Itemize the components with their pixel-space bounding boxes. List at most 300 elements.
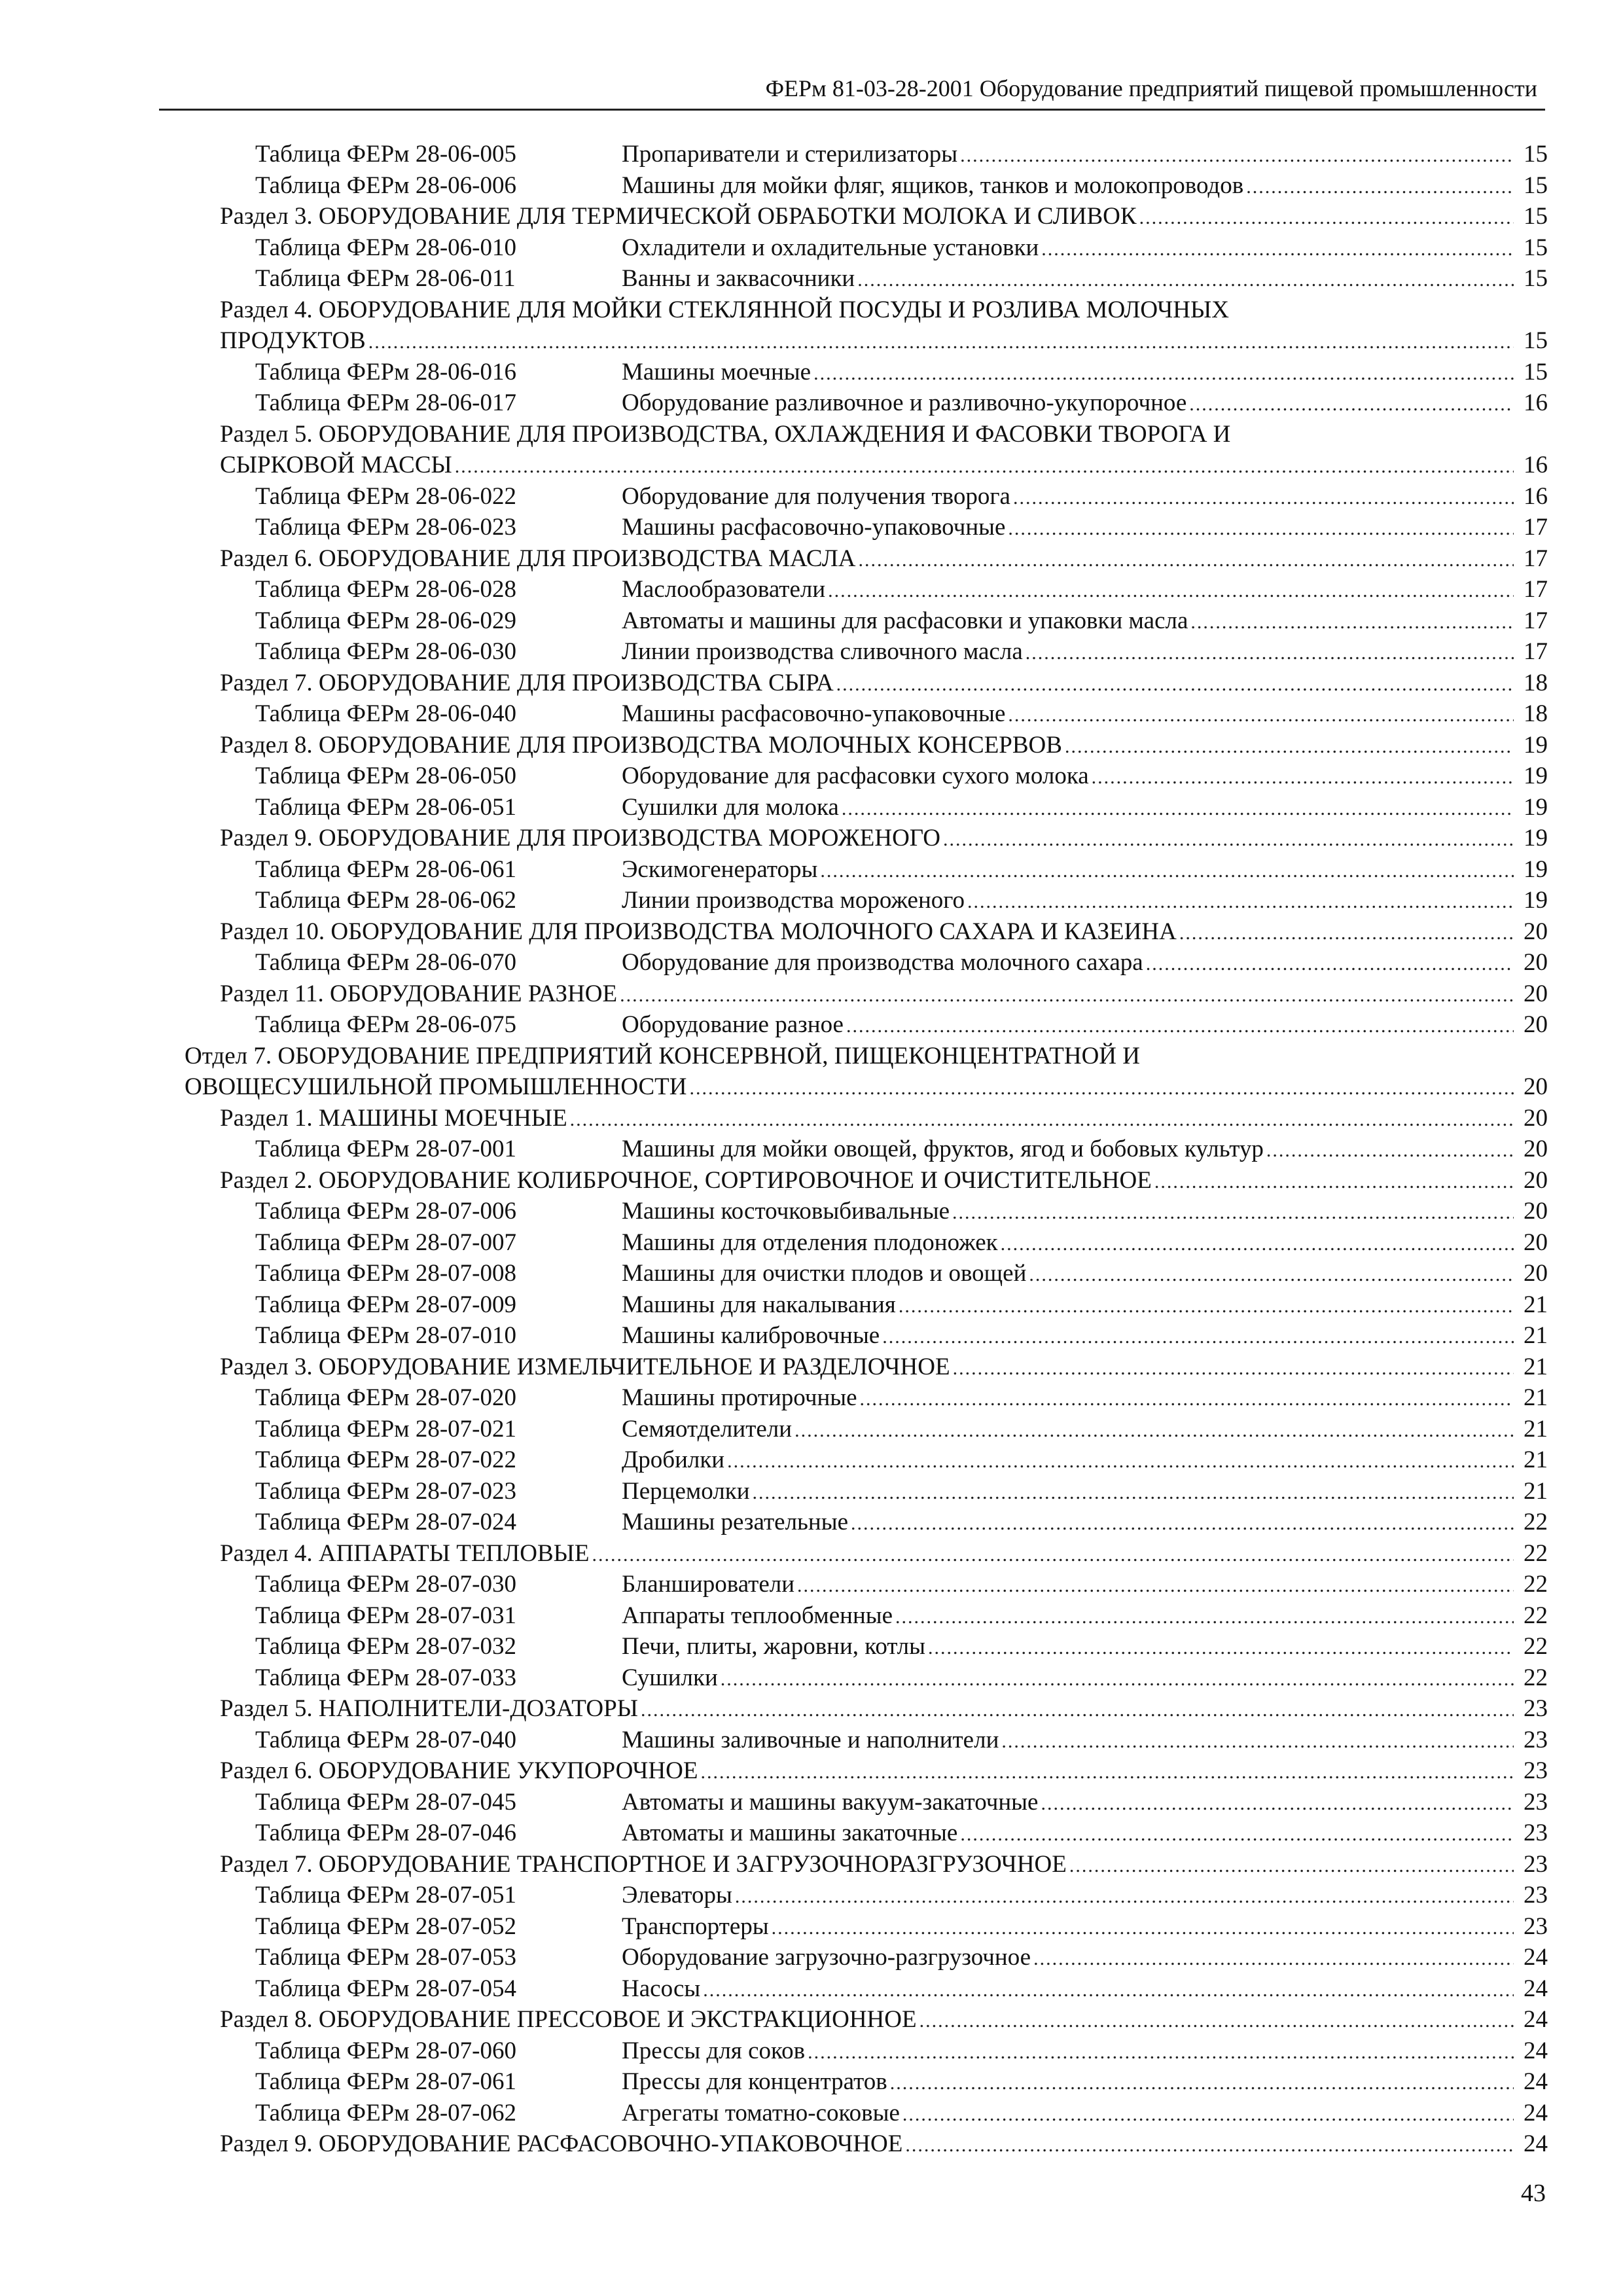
toc-table-code: Таблица ФЕРм 28-07-022	[255, 1446, 516, 1473]
toc-page-number: 23	[1524, 1820, 1548, 1846]
toc-entry-title: Агрегаты томатно-соковые	[622, 2099, 900, 2126]
toc-entry-title: Раздел 7. ОБОРУДОВАНИЕ ТРАНСПОРТНОЕ И ЗАГРУЗОЧНОРАЗГРУЗОЧНОЕ	[220, 1850, 1067, 1878]
toc-page-number: 22	[1524, 1602, 1548, 1629]
toc-section-entry[interactable]	[0, 823, 1623, 854]
toc-entry-title: Автоматы и машины вакуум-закаточные	[622, 1788, 1039, 1816]
toc-page-number: 21	[1524, 1291, 1548, 1318]
toc-entry-title: Прессы для концентратов	[622, 2068, 887, 2095]
toc-page-number: 23	[1524, 1695, 1548, 1722]
toc-section-entry[interactable]	[0, 419, 1623, 450]
toc-dot-leader	[960, 1819, 1514, 1850]
toc-page-number: 20	[1524, 1011, 1548, 1038]
toc-table-entry[interactable]	[0, 1973, 1623, 2005]
toc-section-entry[interactable]	[0, 295, 1623, 326]
toc-dot-leader	[700, 1757, 1514, 1788]
toc-table-code: Таблица ФЕРм 28-07-009	[255, 1291, 516, 1318]
toc-entry-title: Эскимогенераторы	[622, 855, 818, 883]
toc-dot-leader	[1139, 202, 1514, 234]
toc-page-number: 21	[1524, 1415, 1548, 1443]
toc-table-code: Таблица ФЕРм 28-06-051	[255, 793, 516, 821]
toc-entry-title: Машины для мойки фляг, ящиков, танков и молокопроводов	[622, 171, 1244, 199]
toc-table-entry[interactable]	[0, 1662, 1623, 1694]
toc-dot-leader	[828, 575, 1514, 607]
toc-page-number: 20	[1524, 1104, 1548, 1132]
toc-table-entry[interactable]	[0, 1444, 1623, 1476]
toc-entry-title: Раздел 7. ОБОРУДОВАНИЕ ДЛЯ ПРОИЗВОДСТВА СЫРА	[220, 669, 834, 696]
toc-table-code: Таблица ФЕРм 28-07-062	[255, 2099, 516, 2126]
toc-table-code: Таблица ФЕРм 28-06-030	[255, 638, 516, 665]
toc-table-entry[interactable]	[0, 1725, 1623, 1756]
toc-page-number: 20	[1524, 1073, 1548, 1100]
toc-dot-leader	[690, 1073, 1514, 1104]
toc-dot-leader	[570, 1104, 1514, 1136]
toc-section-entry[interactable]	[0, 1755, 1623, 1787]
toc-section-entry[interactable]	[0, 201, 1623, 232]
toc-table-entry[interactable]	[0, 854, 1623, 886]
toc-dot-leader	[943, 824, 1514, 855]
toc-entry-title: Машины для накалывания	[622, 1291, 896, 1318]
toc-page-number: 21	[1524, 1384, 1548, 1411]
toc-dot-leader	[1065, 731, 1514, 762]
toc-dot-leader	[735, 1881, 1514, 1912]
toc-dot-leader	[967, 886, 1514, 918]
toc-table-entry[interactable]	[0, 357, 1623, 388]
toc-table-entry[interactable]	[0, 1382, 1623, 1414]
toc-entry-title: Раздел 10. ОБОРУДОВАНИЕ ДЛЯ ПРОИЗВОДСТВА МОЛОЧНОГО САХАРА И КАЗЕИНА	[220, 918, 1177, 945]
toc-page-number: 21	[1524, 1322, 1548, 1349]
toc-page-number: 21	[1524, 1477, 1548, 1505]
toc-table-entry[interactable]	[0, 1227, 1623, 1259]
toc-section-entry-continued[interactable]	[0, 450, 1623, 481]
toc-page-number: 18	[1524, 700, 1548, 727]
toc-table-entry[interactable]	[0, 139, 1623, 170]
toc-entry-title: Машины резательные	[622, 1509, 848, 1535]
toc-table-code: Таблица ФЕРм 28-06-006	[255, 171, 516, 199]
toc-dot-leader	[842, 793, 1514, 825]
toc-page-number: 20	[1524, 1136, 1548, 1162]
toc-table-code: Таблица ФЕРм 28-07-033	[255, 1664, 516, 1691]
toc-entry-title: Раздел 6. ОБОРУДОВАНИЕ ДЛЯ ПРОИЗВОДСТВА МАСЛА	[220, 545, 856, 572]
toc-dot-leader	[899, 1291, 1514, 1322]
toc-dot-leader	[919, 2005, 1514, 2037]
toc-entry-title: Раздел 3. ОБОРУДОВАНИЕ ДЛЯ ТЕРМИЧЕСКОЙ ОБРАБОТКИ МОЛОКА И СЛИВОК	[220, 203, 1137, 230]
toc-table-code: Таблица ФЕРм 28-07-060	[255, 2037, 516, 2064]
toc-table-entry[interactable]	[0, 1476, 1623, 1507]
toc-dot-leader	[1154, 1166, 1514, 1198]
toc-entry-title: Раздел 2. ОБОРУДОВАНИЕ КОЛИБРОЧНОЕ, СОРТИРОВОЧНОЕ И ОЧИСТИТЕЛЬНОЕ	[220, 1166, 1152, 1194]
toc-table-entry[interactable]	[0, 792, 1623, 823]
toc-entry-title: Оборудование для получения творога	[622, 482, 1010, 510]
toc-table-entry[interactable]	[0, 1600, 1623, 1632]
toc-dot-leader	[1033, 1943, 1514, 1975]
toc-page-number: 16	[1524, 389, 1548, 416]
toc-section-entry[interactable]	[0, 916, 1623, 948]
toc-page-number: 23	[1524, 1850, 1548, 1878]
toc-page-number: 17	[1524, 514, 1548, 541]
toc-entry-title: Отдел 7. ОБОРУДОВАНИЕ ПРЕДПРИЯТИЙ КОНСЕРВНОЙ, ПИЩЕКОНЦЕНТРАТНОЙ И	[185, 1042, 1141, 1069]
toc-entry-title: Раздел 9. ОБОРУДОВАНИЕ РАСФАСОВОЧНО-УПАКОВОЧНОЕ	[220, 2130, 903, 2157]
toc-entry-title: Машины калибровочные	[622, 1322, 880, 1349]
toc-table-entry[interactable]	[0, 947, 1623, 978]
toc-entry-title: Сушилки	[622, 1664, 718, 1691]
toc-entry-title: Прессы для соков	[622, 2037, 806, 2064]
toc-department-entry[interactable]	[0, 1041, 1623, 1072]
toc-entry-title: Автоматы и машины для расфасовки и упаковки масла	[622, 607, 1188, 634]
toc-table-entry[interactable]	[0, 1818, 1623, 1849]
toc-table-entry[interactable]	[0, 1942, 1623, 1973]
toc-table-entry[interactable]	[0, 1258, 1623, 1289]
toc-dot-leader	[1013, 482, 1514, 514]
toc-page-number: 17	[1524, 576, 1548, 603]
toc-dot-leader	[846, 1011, 1514, 1042]
toc-section-entry[interactable]	[0, 1538, 1623, 1570]
toc-table-code: Таблица ФЕРм 28-06-022	[255, 482, 516, 510]
page-number: 43	[1521, 2179, 1546, 2207]
toc-page-number: 20	[1524, 1260, 1548, 1287]
toc-table-code: Таблица ФЕРм 28-06-061	[255, 855, 516, 883]
toc-table-entry[interactable]	[0, 761, 1623, 792]
toc-dot-leader	[368, 327, 1514, 358]
toc-page-number: 19	[1524, 762, 1548, 789]
toc-dot-leader	[794, 1415, 1514, 1446]
toc-table-entry[interactable]	[0, 512, 1623, 543]
header-divider	[159, 109, 1545, 111]
toc-entry-title: Раздел 5. ОБОРУДОВАНИЕ ДЛЯ ПРОИЗВОДСТВА, ОХЛАЖДЕНИЯ И ФАСОВКИ ТВОРОГА И	[220, 420, 1231, 448]
toc-dot-leader	[928, 1632, 1514, 1664]
toc-entry-title: ОВОЩЕСУШИЛЬНОЙ ПРОМЫШЛЕННОСТИ	[185, 1073, 687, 1100]
toc-table-entry[interactable]	[0, 481, 1623, 512]
toc-entry-title: Раздел 11. ОБОРУДОВАНИЕ РАЗНОЕ	[220, 980, 618, 1007]
toc-entry-title: Раздел 5. НАПОЛНИТЕЛИ-ДОЗАТОРЫ	[220, 1695, 638, 1722]
toc-section-entry[interactable]	[0, 2128, 1623, 2160]
toc-entry-title: Раздел 3. ОБОРУДОВАНИЕ ИЗМЕЛЬЧИТЕЛЬНОЕ И РАЗДЕЛОЧНОЕ	[220, 1353, 950, 1380]
toc-dot-leader	[952, 1197, 1514, 1229]
toc-page-number: 19	[1524, 855, 1548, 883]
toc-entry-title: Оборудование разное	[622, 1011, 844, 1038]
toc-entry-title: Раздел 8. ОБОРУДОВАНИЕ ДЛЯ ПРОИЗВОДСТВА МОЛОЧНЫХ КОНСЕРВОВ	[220, 731, 1062, 759]
toc-table-entry[interactable]	[0, 170, 1623, 202]
toc-table-entry[interactable]	[0, 1196, 1623, 1227]
toc-page-number: 19	[1524, 825, 1548, 852]
toc-entry-title: Машины протирочные	[622, 1384, 857, 1411]
toc-entry-title: Машины расфасовочно-упаковочные	[622, 700, 1006, 727]
toc-entry-title: Бланширователи	[622, 1571, 795, 1598]
toc-section-entry[interactable]	[0, 1352, 1623, 1383]
toc-page-number: 22	[1524, 1664, 1548, 1691]
toc-dot-leader	[902, 2099, 1514, 2130]
toc-dot-leader	[960, 140, 1514, 171]
toc-entry-title: Ванны и заквасочники	[622, 265, 855, 292]
toc-entry-title: Раздел 6. ОБОРУДОВАНИЕ УКУПОРОЧНОЕ	[220, 1757, 698, 1784]
toc-dot-leader	[620, 980, 1514, 1011]
toc-entry-title: Оборудование для расфасовки сухого молока	[622, 762, 1089, 789]
toc-dot-leader	[1001, 1229, 1514, 1260]
toc-table-code: Таблица ФЕРм 28-07-001	[255, 1136, 516, 1162]
toc-table-entry[interactable]	[0, 1631, 1623, 1662]
toc-section-entry[interactable]	[0, 2004, 1623, 2036]
toc-entry-title: ПРОДУКТОВ	[220, 327, 366, 354]
toc-table-code: Таблица ФЕРм 28-06-005	[255, 141, 516, 168]
toc-page-number: 22	[1524, 1509, 1548, 1535]
toc-entry-title: Раздел 9. ОБОРУДОВАНИЕ ДЛЯ ПРОИЗВОДСТВА МОРОЖЕНОГО	[220, 825, 940, 852]
toc-page-number: 22	[1524, 1571, 1548, 1598]
toc-page-number: 17	[1524, 607, 1548, 634]
toc-dot-leader	[820, 855, 1514, 887]
toc-section-entry[interactable]	[0, 543, 1623, 575]
toc-page-number: 20	[1524, 1166, 1548, 1194]
toc-table-code: Таблица ФЕРм 28-06-070	[255, 949, 516, 976]
toc-page-number: 23	[1524, 1726, 1548, 1753]
toc-page-number: 24	[1524, 1944, 1548, 1971]
toc-page-number: 24	[1524, 2037, 1548, 2064]
toc-entry-title: Сушилки для молока	[622, 793, 839, 821]
toc-page-number: 20	[1524, 949, 1548, 976]
toc-dot-leader	[808, 2037, 1514, 2068]
toc-entry-title: Печи, плиты, жаровни, котлы	[622, 1633, 925, 1660]
toc-entry-title: Насосы	[622, 1975, 701, 2002]
toc-table-code: Таблица ФЕРм 28-06-023	[255, 514, 516, 541]
toc-table-entry[interactable]	[0, 1009, 1623, 1041]
toc-dot-leader	[1041, 1788, 1514, 1820]
toc-table-entry[interactable]	[0, 1911, 1623, 1943]
toc-page-number: 18	[1524, 669, 1548, 696]
toc-section-entry-continued[interactable]	[0, 325, 1623, 357]
toc-entry-title: Раздел 1. МАШИНЫ МОЕЧНЫЕ	[220, 1104, 567, 1132]
toc-page-number: 21	[1524, 1446, 1548, 1473]
toc-table-code: Таблица ФЕРм 28-07-024	[255, 1509, 516, 1535]
toc-dot-leader	[1190, 607, 1514, 638]
toc-page-number: 20	[1524, 1229, 1548, 1256]
toc-table-code: Таблица ФЕРм 28-07-032	[255, 1633, 516, 1660]
toc-table-entry[interactable]	[0, 263, 1623, 295]
toc-page-number: 20	[1524, 918, 1548, 945]
toc-page-number: 15	[1524, 234, 1548, 261]
toc-page-number: 15	[1524, 358, 1548, 386]
toc-entry-title: Раздел 4. ОБОРУДОВАНИЕ ДЛЯ МОЙКИ СТЕКЛЯННОЙ ПОСУДЫ И РОЗЛИВА МОЛОЧНЫХ	[220, 296, 1229, 323]
toc-table-entry[interactable]	[0, 1569, 1623, 1600]
toc-dot-leader	[703, 1975, 1514, 2006]
toc-page-number: 15	[1524, 327, 1548, 354]
toc-page-number: 15	[1524, 141, 1548, 168]
toc-page-number: 17	[1524, 545, 1548, 572]
toc-department-entry-continued[interactable]	[0, 1071, 1623, 1103]
toc-section-entry[interactable]	[0, 1849, 1623, 1880]
toc-table-entry[interactable]	[0, 605, 1623, 637]
toc-table-entry[interactable]	[0, 1289, 1623, 1321]
toc-entry-title: Элеваторы	[622, 1882, 732, 1909]
toc-table-code: Таблица ФЕРм 28-06-011	[255, 265, 516, 292]
toc-page-number: 22	[1524, 1633, 1548, 1660]
toc-table-entry[interactable]	[0, 574, 1623, 605]
toc-section-entry[interactable]	[0, 978, 1623, 1010]
toc-dot-leader	[1041, 234, 1514, 265]
toc-dot-leader	[1026, 637, 1514, 669]
toc-entry-title: Линии производства мороженого	[622, 887, 965, 914]
toc-entry-title: Пропариватели и стерилизаторы	[622, 141, 958, 168]
toc-table-entry[interactable]	[0, 2036, 1623, 2067]
toc-entry-title: Машины косточковыбивальные	[622, 1198, 950, 1225]
toc-page-number: 15	[1524, 171, 1548, 199]
toc-table-code: Таблица ФЕРм 28-06-029	[255, 607, 516, 634]
toc-entry-title: Дробилки	[622, 1446, 725, 1473]
toc-table-entry[interactable]	[0, 387, 1623, 419]
toc-page-number: 23	[1524, 1912, 1548, 1940]
toc-dot-leader	[905, 2130, 1514, 2161]
toc-entry-title: Машины для отделения плодоножек	[622, 1229, 998, 1256]
toc-dot-leader	[1146, 948, 1514, 980]
toc-table-code: Таблица ФЕРм 28-07-051	[255, 1882, 516, 1909]
toc-dot-leader	[592, 1539, 1514, 1571]
toc-page-number: 24	[1524, 1975, 1548, 2002]
toc-entry-title: Раздел 4. АППАРАТЫ ТЕПЛОВЫЕ	[220, 1539, 590, 1567]
toc-table-code: Таблица ФЕРм 28-07-061	[255, 2068, 516, 2095]
toc-dot-leader	[753, 1477, 1514, 1509]
toc-entry-title: Маслообразователи	[622, 576, 826, 603]
toc-entry-title: Линии производства сливочного масла	[622, 638, 1023, 665]
toc-dot-leader	[882, 1321, 1514, 1353]
toc-table-code: Таблица ФЕРм 28-07-054	[255, 1975, 516, 2002]
toc-page-number: 23	[1524, 1882, 1548, 1909]
toc-table-code: Таблица ФЕРм 28-07-021	[255, 1415, 516, 1443]
toc-dot-leader	[727, 1446, 1514, 1477]
toc-page-number: 20	[1524, 1198, 1548, 1225]
toc-page-number: 21	[1524, 1353, 1548, 1380]
toc-dot-leader	[1179, 918, 1514, 949]
toc-table-entry[interactable]	[0, 232, 1623, 264]
toc-entry-title: Оборудование для производства молочного сахара	[622, 949, 1143, 976]
toc-entry-title: Семяотделители	[622, 1415, 793, 1443]
toc-page-number: 15	[1524, 203, 1548, 230]
toc-table-code: Таблица ФЕРм 28-07-040	[255, 1726, 516, 1753]
toc-section-entry[interactable]	[0, 1103, 1623, 1134]
toc-page-number: 23	[1524, 1757, 1548, 1784]
toc-table-code: Таблица ФЕРм 28-06-028	[255, 576, 516, 603]
toc-dot-leader	[1266, 1135, 1514, 1166]
toc-dot-leader	[860, 1384, 1514, 1415]
toc-page-number: 19	[1524, 887, 1548, 914]
toc-table-code: Таблица ФЕРм 28-06-075	[255, 1011, 516, 1038]
toc-dot-leader	[836, 669, 1514, 700]
toc-dot-leader	[895, 1602, 1514, 1633]
toc-dot-leader	[772, 1912, 1514, 1944]
toc-dot-leader	[797, 1570, 1514, 1602]
toc-table-code: Таблица ФЕРм 28-07-031	[255, 1602, 516, 1629]
toc-page-number: 24	[1524, 2099, 1548, 2126]
toc-table-entry[interactable]	[0, 2066, 1623, 2098]
toc-table-code: Таблица ФЕРм 28-07-010	[255, 1322, 516, 1349]
toc-entry-title: Перцемолки	[622, 1477, 750, 1505]
toc-table-code: Таблица ФЕРм 28-06-016	[255, 358, 516, 386]
toc-page-number: 24	[1524, 2130, 1548, 2157]
toc-dot-leader	[641, 1695, 1514, 1726]
toc-table-entry[interactable]	[0, 1507, 1623, 1538]
toc-page-number: 17	[1524, 638, 1548, 665]
toc-table-entry[interactable]	[0, 636, 1623, 668]
toc-page-number: 24	[1524, 2006, 1548, 2033]
toc-entry-title: Машины расфасовочно-упаковочные	[622, 514, 1006, 541]
toc-table-code: Таблица ФЕРм 28-06-040	[255, 700, 516, 727]
toc-entry-title: Оборудование загрузочно-разгрузочное	[622, 1944, 1031, 1971]
toc-table-code: Таблица ФЕРм 28-07-052	[255, 1912, 516, 1940]
toc-entry-title: СЫРКОВОЙ МАССЫ	[220, 452, 452, 478]
toc-table-code: Таблица ФЕРм 28-07-030	[255, 1571, 516, 1598]
toc-dot-leader	[1008, 513, 1514, 545]
toc-dot-leader	[1189, 389, 1514, 420]
table-of-contents	[0, 139, 1623, 2160]
toc-table-code: Таблица ФЕРм 28-07-045	[255, 1788, 516, 1816]
toc-entry-title: Машины для мойки овощей, фруктов, ягод и бобовых культур	[622, 1136, 1264, 1162]
toc-entry-title: Машины для очистки плодов и овощей	[622, 1260, 1027, 1287]
toc-entry-title: Транспортеры	[622, 1912, 769, 1940]
toc-entry-title: Машины заливочные и наполнители	[622, 1726, 999, 1753]
toc-page-number: 22	[1524, 1539, 1548, 1567]
toc-entry-title: Оборудование разливочное и разливочно-укупорочное	[622, 389, 1187, 416]
toc-entry-title: Раздел 8. ОБОРУДОВАНИЕ ПРЕССОВОЕ И ЭКСТРАКЦИОННОЕ	[220, 2006, 917, 2033]
toc-page-number: 16	[1524, 482, 1548, 510]
toc-page-number: 19	[1524, 731, 1548, 759]
toc-table-code: Таблица ФЕРм 28-06-050	[255, 762, 516, 789]
toc-table-entry[interactable]	[0, 698, 1623, 730]
toc-section-entry[interactable]	[0, 730, 1623, 761]
toc-page-number: 15	[1524, 265, 1548, 292]
toc-table-entry[interactable]	[0, 2098, 1623, 2129]
toc-dot-leader	[851, 1508, 1514, 1539]
toc-table-entry[interactable]	[0, 1880, 1623, 1911]
toc-table-code: Таблица ФЕРм 28-07-046	[255, 1820, 516, 1846]
toc-dot-leader	[1001, 1726, 1514, 1757]
toc-dot-leader	[1008, 700, 1514, 731]
toc-table-code: Таблица ФЕРм 28-07-053	[255, 1944, 516, 1971]
toc-entry-title: Охладители и охладительные установки	[622, 234, 1039, 261]
toc-table-entry[interactable]	[0, 1787, 1623, 1818]
toc-dot-leader	[1029, 1259, 1514, 1291]
toc-entry-title: Автоматы и машины закаточные	[622, 1820, 958, 1846]
toc-entry-title: Аппараты теплообменные	[622, 1602, 893, 1629]
toc-dot-leader	[890, 2068, 1514, 2099]
toc-page-number: 16	[1524, 452, 1548, 478]
toc-page-number: 20	[1524, 980, 1548, 1007]
toc-table-entry[interactable]	[0, 1414, 1623, 1445]
toc-dot-leader	[859, 545, 1514, 576]
running-header: ФЕРм 81-03-28-2001 Оборудование предприятий пищевой промышленности	[765, 75, 1537, 101]
toc-section-entry[interactable]	[0, 1165, 1623, 1196]
toc-table-code: Таблица ФЕРм 28-06-010	[255, 234, 516, 261]
toc-dot-leader	[1069, 1850, 1514, 1882]
toc-dot-leader	[813, 358, 1514, 389]
toc-table-code: Таблица ФЕРм 28-06-062	[255, 887, 516, 914]
toc-table-code: Таблица ФЕРм 28-07-023	[255, 1477, 516, 1505]
toc-section-entry[interactable]	[0, 668, 1623, 699]
toc-dot-leader	[857, 264, 1514, 296]
toc-page-number: 24	[1524, 2068, 1548, 2095]
toc-page-number: 19	[1524, 793, 1548, 821]
toc-section-entry[interactable]	[0, 1693, 1623, 1725]
toc-table-code: Таблица ФЕРм 28-06-017	[255, 389, 516, 416]
toc-table-entry[interactable]	[0, 885, 1623, 916]
toc-dot-leader	[953, 1353, 1514, 1384]
toc-dot-leader	[1092, 762, 1514, 793]
toc-entry-title: Машины моечные	[622, 358, 812, 386]
toc-table-entry[interactable]	[0, 1320, 1623, 1352]
toc-dot-leader	[1246, 171, 1514, 203]
toc-dot-leader	[455, 451, 1514, 482]
toc-table-code: Таблица ФЕРм 28-07-008	[255, 1260, 516, 1287]
toc-dot-leader	[721, 1664, 1514, 1695]
toc-table-entry[interactable]	[0, 1134, 1623, 1165]
toc-table-code: Таблица ФЕРм 28-07-007	[255, 1229, 516, 1256]
toc-table-code: Таблица ФЕРм 28-07-020	[255, 1384, 516, 1411]
toc-table-code: Таблица ФЕРм 28-07-006	[255, 1198, 516, 1225]
